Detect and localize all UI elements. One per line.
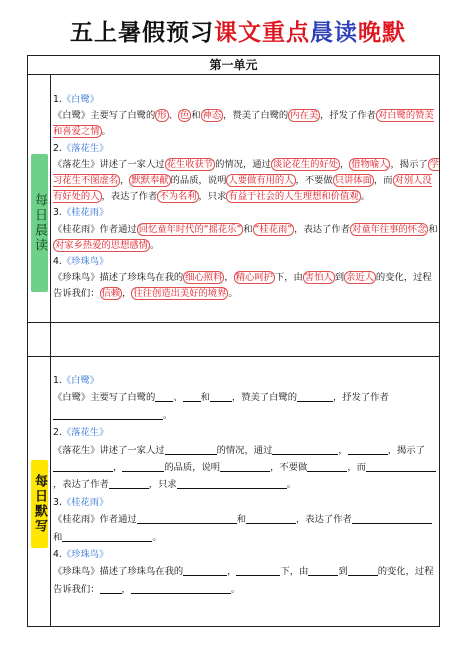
body-text: 到 [334,272,345,284]
answer-text: 默默奉献 [131,175,169,187]
reading-item-2 [53,141,439,206]
blank-field[interactable] [177,477,287,489]
body-text: 的品质，说明 [164,462,221,474]
body-text: ，只求 [148,479,177,491]
lesson-title: 《落花生》 [61,142,109,154]
answer-text: 有益于社会的人生理想和价值观 [228,191,359,203]
lesson-title: 《珍珠鸟》 [61,549,109,561]
answer-text: 对家乡热爱的思想感情 [55,239,148,251]
body-text: ，抒发了作者 [320,110,376,122]
writing-item-3 [53,494,439,546]
body-text: ，赞美了白鹭的 [231,392,297,404]
answer-text: 往往创造出美好的境界 [133,288,227,300]
blank-field[interactable] [53,460,113,472]
body-text: 和 [191,110,201,122]
blank-field[interactable] [183,564,227,576]
blank-field[interactable] [109,477,149,489]
blank-field[interactable] [272,443,338,455]
blank-field[interactable] [53,408,163,420]
body-text: ，只求 [198,191,227,203]
body-text: ，表达了作者 [294,223,350,235]
body-text: 的变化，过程告诉我们： [53,566,434,595]
body-text: ，而 [373,175,393,187]
blank-field[interactable] [62,530,152,542]
blank-field[interactable] [122,460,164,472]
reading-item-3 [53,205,439,254]
blank-field[interactable] [297,390,333,402]
lesson-title: 《白鹭》 [61,375,100,386]
answer-text: 形 [157,110,167,122]
blank-field[interactable] [183,390,201,402]
title-part-3: 晨读 [310,19,358,46]
lesson-title: 《珍珠鸟》 [61,256,109,268]
body-text: 。 [360,191,370,203]
body-text: ，表达了作者 [101,191,158,203]
blank-field[interactable] [352,512,432,524]
body-text: 和 [428,223,438,235]
reading-section [53,92,439,303]
section-divider-top [28,322,439,323]
body-text: 4. [53,549,62,561]
body-text: ， [339,158,350,170]
body-text: 《白鹭》主要写了白鹭的 [53,392,156,404]
blank-field[interactable] [220,460,270,472]
body-text: 3. [53,207,62,219]
blank-field[interactable] [308,564,338,576]
blank-field[interactable] [348,443,388,455]
answer-text: 内在美 [290,110,319,122]
section-divider-bottom [28,356,439,357]
title-part-2: 课文重点 [214,19,310,46]
lesson-title: 《桂花雨》 [61,496,109,508]
body-text: 、 [173,392,183,404]
body-text: ， [227,566,237,578]
body-text: ， [121,583,131,595]
body-text: 。 [163,409,173,421]
answer-text: 花生收获节 [166,158,214,170]
body-text: 下，由 [280,566,309,578]
body-text: ， [113,462,123,474]
body-text: 《白鹭》主要写了白鹭的 [53,110,156,122]
body-text: 和 [200,392,210,404]
body-text: 的情况，通过 [216,444,273,456]
writing-item-1 [53,372,439,424]
blank-field[interactable] [137,512,237,524]
body-text: 2. [53,427,62,439]
blank-field[interactable] [131,582,231,594]
body-text: 。 [286,479,297,491]
unit-header: 第一单元 [28,56,439,75]
blank-field[interactable] [155,390,173,402]
answer-text: “桂花雨” [254,223,293,235]
answer-text: 学习花生不图虚名 [53,158,439,187]
answer-text: 对别人没有好处的人 [53,175,432,203]
blank-field[interactable] [165,443,217,455]
body-text: 《桂花雨》作者通过 [53,514,137,526]
body-text: ，赞美了白鹭的 [223,110,289,122]
answer-text: 对童年往事的怀念 [351,223,427,235]
body-text: 、 [168,110,178,122]
lesson-title: 《落花生》 [61,427,109,439]
reading-item-1 [53,92,439,141]
body-text: 《落花生》讲述了一家人过 [53,444,165,456]
answer-text: 对白鹭的赞美和喜爱之情 [53,110,434,138]
answer-text: 借物喻人 [351,158,389,170]
reading-item-4 [53,254,439,303]
body-text: 《珍珠鸟》描述了珍珠鸟在我的 [53,566,184,578]
answer-text: 害怕人 [304,272,333,284]
answer-text: 细心照料 [185,272,223,284]
body-text: 1. [53,94,62,105]
worksheet-table [27,55,440,627]
body-text: 1. [53,375,62,386]
answer-text: 色 [179,110,190,122]
answer-text: 亲近人 [346,272,374,284]
answer-text: 不为名利 [159,191,197,203]
body-text: ，抒发了作者 [333,392,389,404]
answer-text: 人要做有用的人 [228,175,294,187]
body-text: 和 [53,531,63,543]
body-text: 《落花生》讲述了一家人过 [53,158,165,170]
body-text: ，不要做 [295,175,333,187]
writing-section [53,372,439,598]
body-text: 和 [236,514,246,526]
body-text: 的情况，通过 [215,158,271,170]
lesson-title: 《白鹭》 [61,94,100,105]
morning-read-label: 每日晨读 [31,154,48,292]
body-text: ， [338,444,348,456]
body-text: ，不要做 [270,462,308,474]
body-text: 到 [338,566,348,578]
body-text: ，揭示了 [387,444,425,456]
body-text: 下，由 [274,272,303,284]
body-text: 。 [101,126,111,138]
blank-field[interactable] [348,564,378,576]
blank-field[interactable] [100,582,122,594]
title-part-1: 五上暑假预习 [70,19,214,46]
body-text: 。 [149,239,160,251]
body-text: ，而 [347,462,366,474]
blank-field[interactable] [307,460,347,472]
answer-text: 信赖 [101,288,121,300]
blank-field[interactable] [246,512,296,524]
blank-field[interactable] [210,390,232,402]
answer-text: 精心呵护 [235,272,273,284]
body-text: 3. [53,496,62,508]
body-text: 和 [243,223,253,235]
daily-write-label: 每日默写 [31,460,48,548]
title-part-4: 晚默 [358,19,406,46]
body-text: 的品质，说明 [170,175,227,187]
body-text: ，揭示了 [390,158,428,170]
body-text: ， [122,288,132,300]
body-text: ，表达了作者 [53,479,109,491]
lesson-title: 《桂花雨》 [61,207,109,219]
body-text: 。 [230,583,241,595]
body-text: 《桂花雨》作者通过 [53,223,137,235]
page-title [0,14,476,47]
body-text: 。 [228,288,238,300]
blank-field[interactable] [236,564,280,576]
answer-text: 回忆童年时代的“摇花乐” [138,223,242,235]
body-text: 《珍珠鸟》描述了珍珠鸟在我的 [53,272,184,284]
answer-text: 谈论花生的好处 [272,158,338,170]
answer-text: 神态 [202,110,222,122]
column-divider [50,74,51,626]
body-text: 4. [53,256,62,268]
answer-text: 只讲体面 [334,175,372,187]
writing-item-4 [53,546,439,598]
writing-item-2 [53,424,439,494]
body-text: 的变化，过程告诉我们： [53,272,432,300]
body-text: ， [120,175,130,187]
body-text: ， [224,272,234,284]
body-text: 。 [152,531,162,543]
body-text: ，表达了作者 [296,514,352,526]
blank-field[interactable] [366,460,436,472]
body-text: 2. [53,142,62,154]
